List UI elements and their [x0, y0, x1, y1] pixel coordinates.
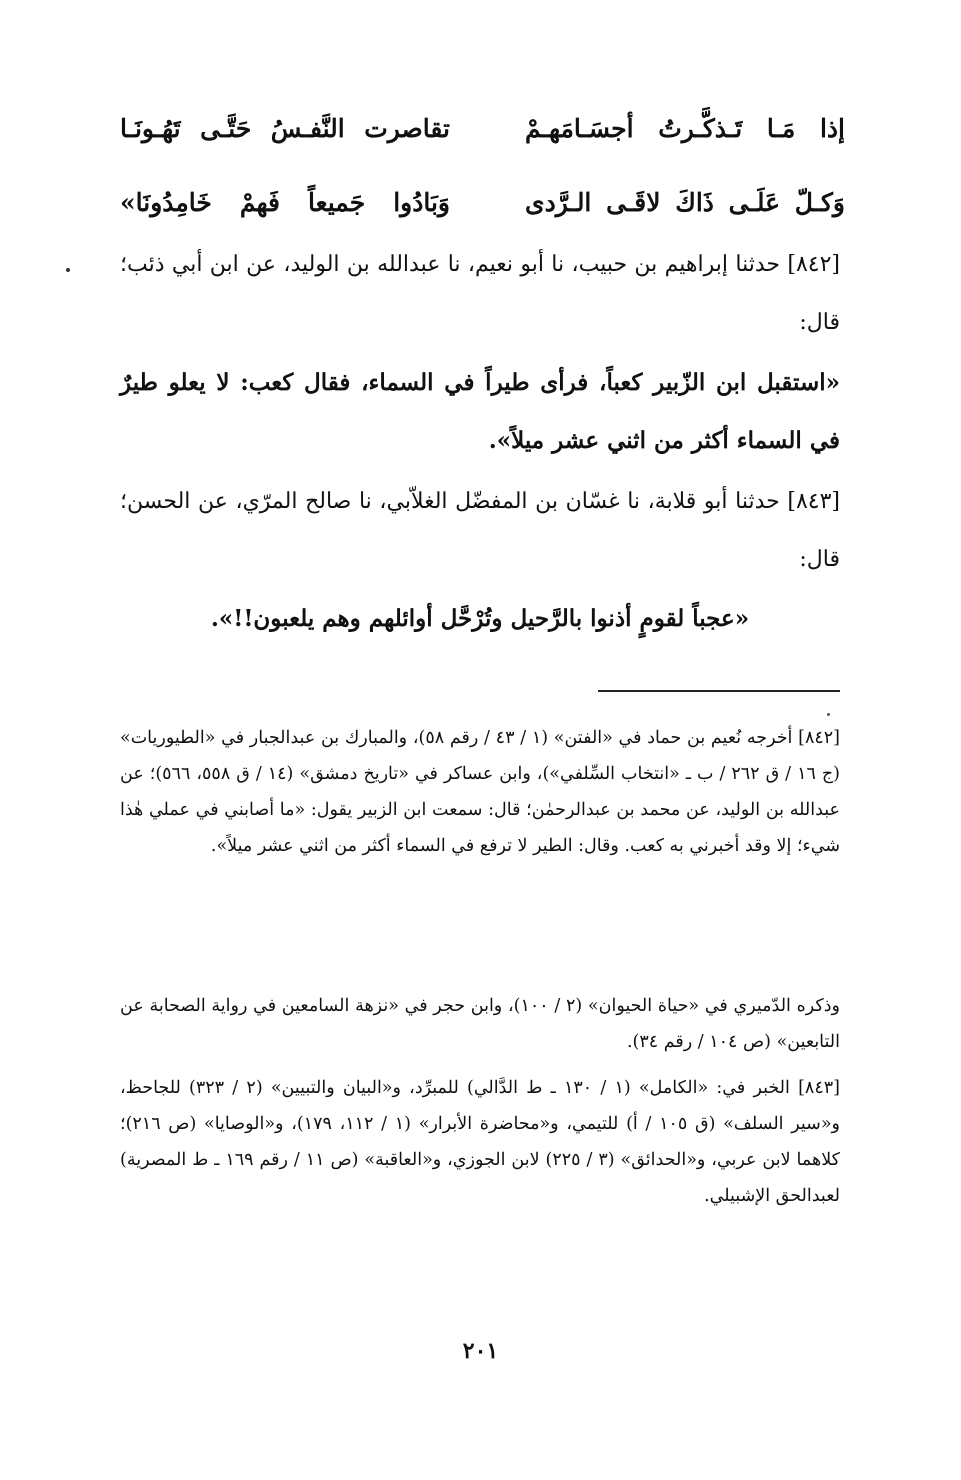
stray-dot [66, 268, 70, 272]
page-number: ٢٠١ [462, 1338, 499, 1364]
poem-verse-2 [120, 178, 845, 228]
poem-verse-1 [120, 104, 845, 154]
hadith-842-number: [٨٤٢] [787, 252, 840, 277]
stray-dot [827, 713, 830, 716]
hadith-843-isnad-text: حدثنا أبو قلابة، نا غسّان بن المفضّل الغلاّبي، نا صالح المرّي، عن الحسن؛ قال: [120, 489, 840, 572]
footnote-843-text: الخبر في: «الكامل» (١ / ١٣٠ ـ ط الدَّالي) للمبرِّد، و«البيان والتبيين» (٢ / ٣٢٣) للجاحظ، و«سير السلف» (ق ١٠٥ / أ) للتيمي، و«محاضرة الأبرار» (١ / ١١٢، ١٧٩)، و«الوصايا» (ص ٢١٦)؛ كلاهما لابن عربي، و«الحدائق» (٣ / ٢٢٥) لابن الجوزي، و«العاقبة» (ص ١١ / رقم ١٦٩ ـ ط المصرية) لعبدالحق الإشبيلي. [120, 1078, 840, 1206]
footnote-842 [120, 720, 840, 864]
hadith-842-matn: «استقبل ابن الزّبير كعباً، فرأى طيراً في السماء، فقال كعب: لا يعلو طيرٌ في السماء أكثر من اثني عشر ميلاً». [120, 369, 840, 454]
verse-2-second-hemistich: وَبَادُوا جَميعاً فَهمْ خَامِدُونَا» [120, 188, 450, 217]
footnote-843-number: [٨٤٣] [798, 1078, 840, 1098]
verse-1-second-hemistich: تقاصرت النَّفـسُ حَتَّـى تَهُـونَـا [120, 114, 450, 143]
hadith-843-isnad [120, 473, 840, 589]
footnote-843 [120, 1070, 840, 1214]
footnote-842-text: أخرجه نُعيم بن حماد في «الفتن» (١ / ٤٣ / رقم ٥٨)، والمبارك بن عبدالجبار في «الطيوريات» (ج ١٦ / ق ٢٦٢ / ب ـ «انتخاب السِّلفي»)، وابن عساكر في «تاريخ دمشق» (١٤ / ق ٥٥٨، ٥٦٦)؛ عن عبدالله بن الوليد، عن محمد بن عبدالرحمٰن؛ قال: سمعت ابن الزبير يقول: «ما أصابني في عملي هٰذا شيء؛ إلا وقد أخبرني به كعب. وقال: الطير لا ترفع في السماء أكثر من اثني عشر ميلاً». [120, 728, 841, 856]
verse-2-first-hemistich: وَكـلّ عَلَـى ذَاكَ لاقَـى الـرَّدى [525, 188, 845, 217]
hadith-843-matn: «عجباً لقومٍ أذنوا بالرَّحيل وتُرْحَّل أوائلهم وهم يلعبون!!». [210, 605, 750, 632]
footnote-separator [598, 690, 840, 692]
footnote-842-continuation: وذكره الدّميري في «حياة الحيوان» (٢ / ١٠٠)، وابن حجر في «نزهة السامعين في رواية الصحابة عن التابعين» (ص ١٠٤ / رقم ٣٤). [120, 996, 840, 1052]
hadith-842-isnad-text: حدثنا إبراهيم بن حبيب، نا أبو نعيم، نا عبدالله بن الوليد، عن ابن أبي ذئب؛ قال: [120, 252, 840, 335]
hadith-842-isnad [120, 236, 840, 352]
footnote-842-number: [٨٤٢] [798, 728, 840, 748]
hadith-843-number: [٨٤٣] [787, 489, 840, 514]
verse-1-first-hemistich: إذا مَـا تَـذكَّـرتُ أجسَـامَهـمْ [525, 114, 845, 143]
